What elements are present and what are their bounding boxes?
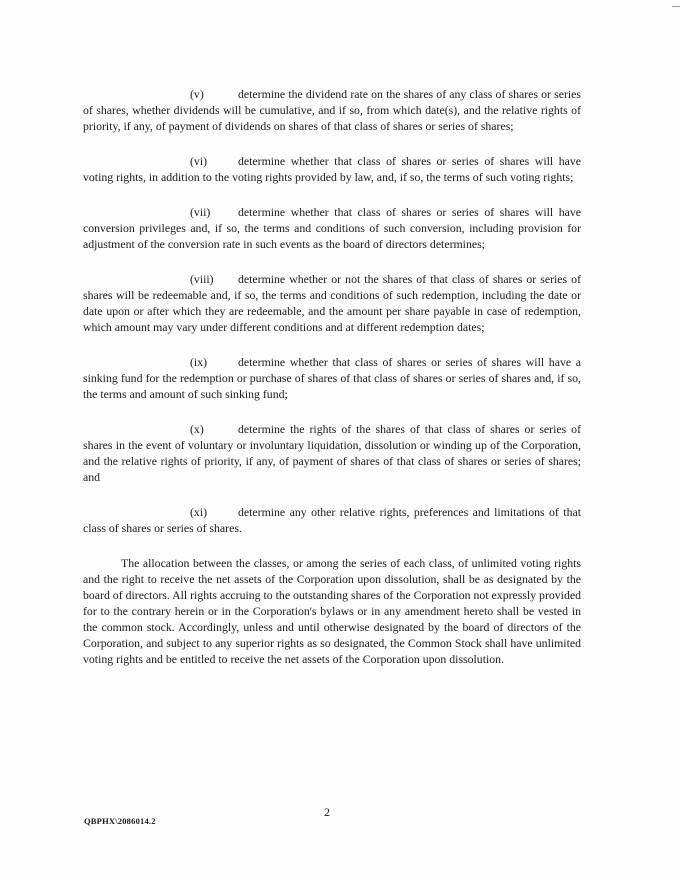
document-id-footer: QBPHX\2086014.2 — [84, 816, 156, 826]
clause-ix — [83, 354, 581, 402]
page-number: 2 — [324, 805, 330, 819]
clause-x — [83, 421, 581, 485]
document-body — [83, 86, 581, 667]
clause-text: determine the rights of the shares of that class of shares or series of shares in the event of voluntary or involuntary liquidation, dissolution or winding up of the Corporation, and the relative rights of priority, if any, of payment of shares of that class of shares or series of shares; and — [83, 422, 581, 484]
clause-vi — [83, 153, 581, 185]
clause-text: determine whether that class of shares or series of shares will have conversion privileges and, if so, the terms and conditions of such conversion, including provision for adjustment of the conversion rate in such events as the board of directors determines; — [83, 205, 581, 251]
clause-text: determine any other relative rights, preferences and limitations of that class of shares or series of shares. — [83, 505, 581, 535]
clause-text: determine whether that class of shares or series of shares will have a sinking fund for the redemption or purchase of shares of that class of shares or series of shares and, if so, the terms and amount of such sinking fund; — [83, 355, 581, 401]
clause-number: (ix) — [190, 355, 208, 369]
scan-edge-line — [672, 6, 680, 7]
clause-text: determine the dividend rate on the shares of any class of shares or series of shares, whether dividends will be cumulative, and if so, from which date(s), and the relative rights of priority, if any, of payment of dividends on shares of that class of shares or series of shares; — [83, 87, 581, 133]
clause-vii — [83, 204, 581, 252]
clause-v — [83, 86, 581, 134]
clause-text: determine whether that class of shares or series of shares will have voting rights, in addition to the voting rights provided by law, and, if so, the terms of such voting rights; — [83, 154, 581, 184]
clause-number: (viii) — [190, 272, 214, 286]
clause-number: (v) — [190, 87, 204, 101]
clause-xi — [83, 504, 581, 536]
clause-number: (xi) — [190, 505, 208, 519]
clause-number: (vii) — [190, 205, 211, 219]
closing-paragraph: The allocation between the classes, or among the series of each class, of unlimited voting rights and the right to receive the net assets of the Corporation upon dissolution, shall be as designated by the board of directors. All rights accruing to the outstanding shares of the Corporation not expressly provided for to the contrary herein or in the Corporation's bylaws or in any amendment hereto shall be vested in the common stock. Accordingly, unless and until otherwise designated by the board of directors of the Corporation, and subject to any superior rights as so designated, the Common Stock shall have unlimited voting rights and be entitled to receive the net assets of the Corporation upon dissolution. — [83, 556, 581, 666]
clause-number: (vi) — [190, 154, 208, 168]
clause-number: (x) — [190, 422, 204, 436]
clause-viii — [83, 271, 581, 335]
clause-text: determine whether or not the shares of that class of shares or series of shares will be redeemable and, if so, the terms and conditions of such redemption, including the date or date upon or after which they are redeemable, and the amount per share payable in case of redemption, which amount may vary under different conditions and at different redemption dates; — [83, 272, 581, 334]
